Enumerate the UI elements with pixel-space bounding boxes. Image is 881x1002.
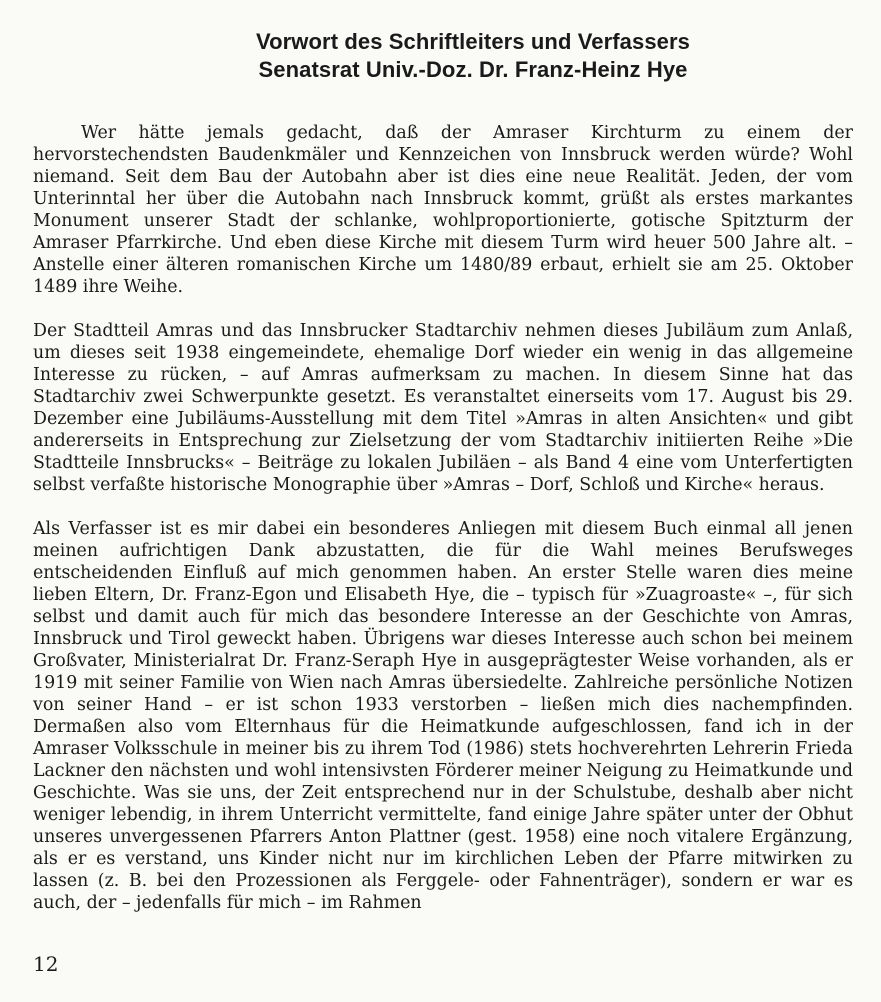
- paragraph-1: Wer hätte jemals gedacht, daß der Amraser Kirchturm zu einem der hervorstechendsten Baudenkmäler und Kennzeichen von Innsbruck werden würde? Wohl niemand. Seit dem Bau der Autobahn aber ist dies eine neue Realität. Jeden, der vom Unterinntal her über die Autobahn nach Innsbruck kommt, grüßt als erstes markantes Monument unserer Stadt der schlanke, wohlproportionierte, gotische Spitzturm der Amraser Pfarrkirche. Und eben diese Kirche mit diesem Turm wird heuer 500 Jahre alt. – Anstelle einer älteren romanischen Kirche um 1480/89 erbaut, erhielt sie am 25. Oktober 1489 ihre Weihe.: [33, 123, 853, 297]
- body-text: [33, 122, 853, 914]
- paragraph-3: Als Verfasser ist es mir dabei ein besonderes Anliegen mit diesem Buch einmal all jenen meinen aufrichtigen Dank abzustatten, die für die Wahl meines Berufsweges entscheidenden Einfluß auf mich genommen haben. An erster Stelle waren dies meine lieben Eltern, Dr. Franz-Egon und Elisabeth Hye, die – typisch für »Zuagroaste« –, für sich selbst und damit auch für mich das besondere Interesse an der Geschichte von Amras, Innsbruck und Tirol geweckt haben. Übrigens war dieses Interesse auch schon bei meinem Großvater, Ministerialrat Dr. Franz-Seraph Hye in ausgeprägtester Weise vorhanden, als er 1919 mit seiner Familie von Wien nach Amras übersiedelte. Zahlreiche persönliche Notizen von seiner Hand – er ist schon 1933 verstorben – ließen mich dies nachempfinden. Dermaßen also vom Elternhaus für die Heimatkunde aufgeschlossen, fand ich in der Amraser Volksschule in meiner bis zu ihrem Tod (1986) stets hochverehrten Lehrerin Frieda Lackner den nächsten und wohl intensivsten Förderer meiner Neigung zu Heimatkunde und Geschichte. Was sie uns, der Zeit entsprechend nur in der Schulstube, deshalb aber nicht weniger lebendig, in ihrem Unterricht vermittelte, fand einige Jahre später unter der Obhut unseres unvergessenen Pfarrers Anton Plattner (gest. 1958) eine noch vitalere Ergänzung, als er es verstand, uns Kinder nicht nur im kirchlichen Leben der Pfarre mitwirken zu lassen (z. B. bei den Prozessionen als Ferggele- oder Fahnenträger), sondern er war es auch, der – jedenfalls für mich – im Rahmen: [33, 519, 853, 913]
- page-heading: [93, 28, 853, 84]
- document-page: [33, 28, 853, 936]
- page-number: 12: [33, 952, 59, 976]
- heading-line-2: Senatsrat Univ.-Doz. Dr. Franz-Heinz Hye: [258, 57, 688, 82]
- heading-line-1: Vorwort des Schriftleiters und Verfassers: [255, 29, 691, 54]
- paragraph-2: Der Stadtteil Amras und das Innsbrucker Stadtarchiv nehmen dieses Jubiläum zum Anlaß, um dieses seit 1938 eingemeindete, ehemalige Dorf wieder ein wenig in das allgemeine Interesse zu rücken, – auf Amras aufmerksam zu machen. In diesem Sinne hat das Stadtarchiv zwei Schwerpunkte gesetzt. Es veranstaltet einerseits vom 17. August bis 29. Dezember eine Jubiläums-Ausstellung mit dem Titel »Amras in alten Ansichten« und gibt andererseits in Entsprechung zur Zielsetzung der vom Stadtarchiv initiierten Reihe »Die Stadtteile Innsbrucks« – Beiträge zu lokalen Jubiläen – als Band 4 eine vom Unterfertigten selbst verfaßte historische Monographie über »Amras – Dorf, Schloß und Kirche« heraus.: [33, 321, 853, 495]
